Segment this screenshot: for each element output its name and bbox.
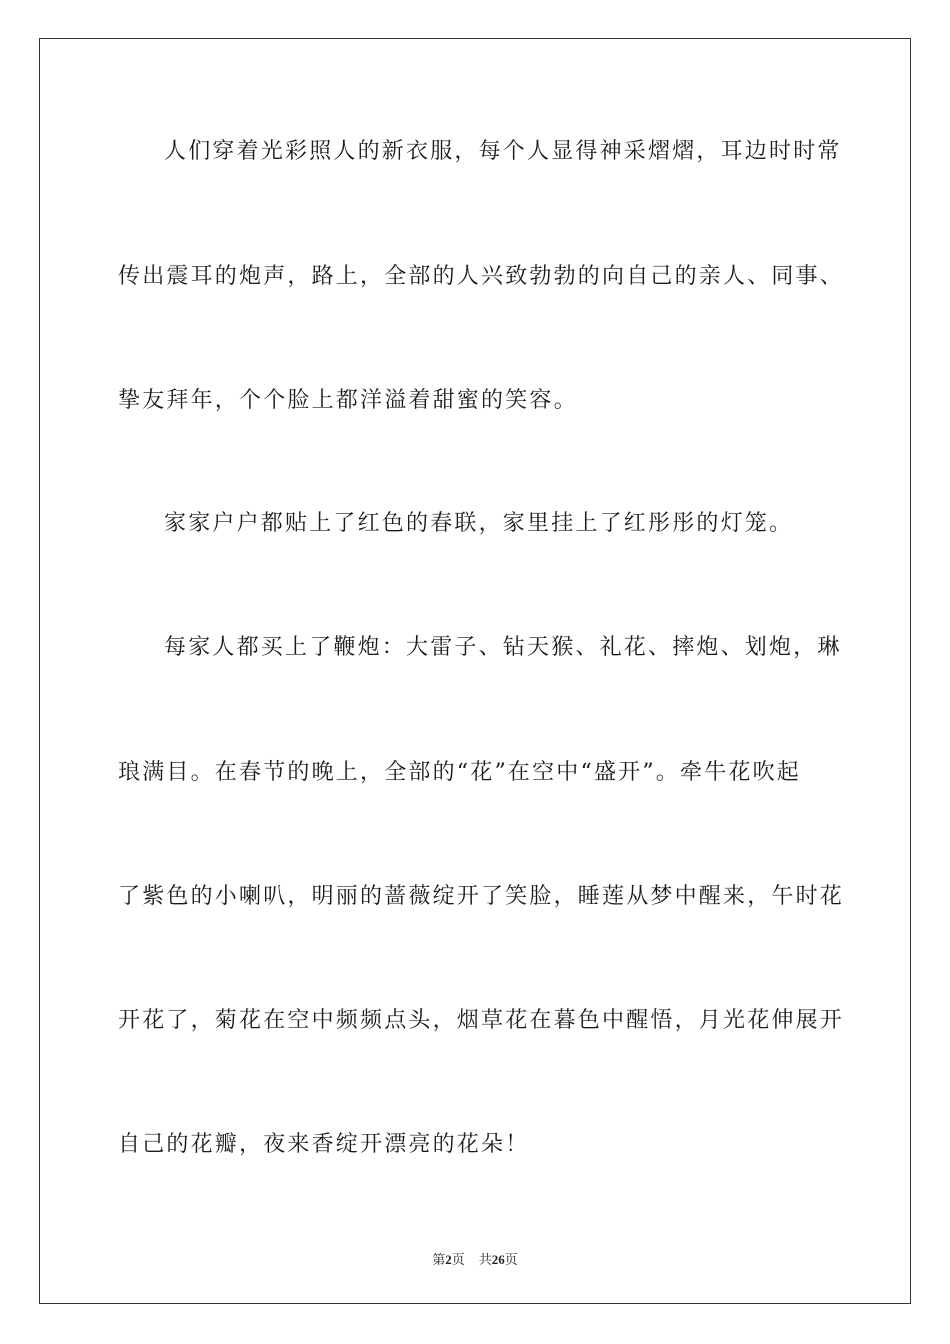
paragraph-3-line-2: 琅满目。在春节的晚上，全部的“花”在空中“盛开”。牵牛花吹起 bbox=[118, 760, 801, 785]
paragraph-1-line-1: 人们穿着光彩照人的新衣服，每个人显得神采熠熠，耳边时时常 bbox=[164, 139, 842, 164]
paragraph-3-line-4: 开花了，菊花在空中频频点头，烟草花在暮色中醒悟，月光花伸展开 bbox=[118, 1008, 845, 1033]
paragraph-3-line-5: 自己的花瓣，夜来香绽开漂亮的花朵！ bbox=[118, 1132, 530, 1157]
page-number: 2 bbox=[445, 1252, 452, 1267]
total-pages: 26 bbox=[491, 1252, 505, 1267]
total-prefix: 共 bbox=[478, 1252, 492, 1267]
paragraph-3-line-1: 每家人都买上了鞭炮：大雷子、钻天猴、礼花、摔炮、划炮，琳 bbox=[164, 635, 842, 660]
page-suffix: 页 bbox=[451, 1252, 465, 1267]
page-border bbox=[39, 38, 911, 1304]
paragraph-1-line-2: 传出震耳的炮声，路上，全部的人兴致勃勃的向自己的亲人、同事、 bbox=[118, 264, 845, 289]
paragraph-1-line-3: 挚友拜年，个个脸上都洋溢着甜蜜的笑容。 bbox=[118, 388, 578, 413]
page-footer bbox=[0, 1249, 950, 1268]
total-suffix: 页 bbox=[504, 1252, 518, 1267]
paragraph-3-line-3: 了紫色的小喇叭，明丽的蔷薇绽开了笑脸，睡莲从梦中醒来，午时花 bbox=[118, 884, 845, 909]
page-prefix: 第 bbox=[432, 1252, 446, 1267]
paragraph-2-line-1: 家家户户都贴上了红色的春联，家里挂上了红彤彤的灯笼。 bbox=[164, 511, 794, 536]
